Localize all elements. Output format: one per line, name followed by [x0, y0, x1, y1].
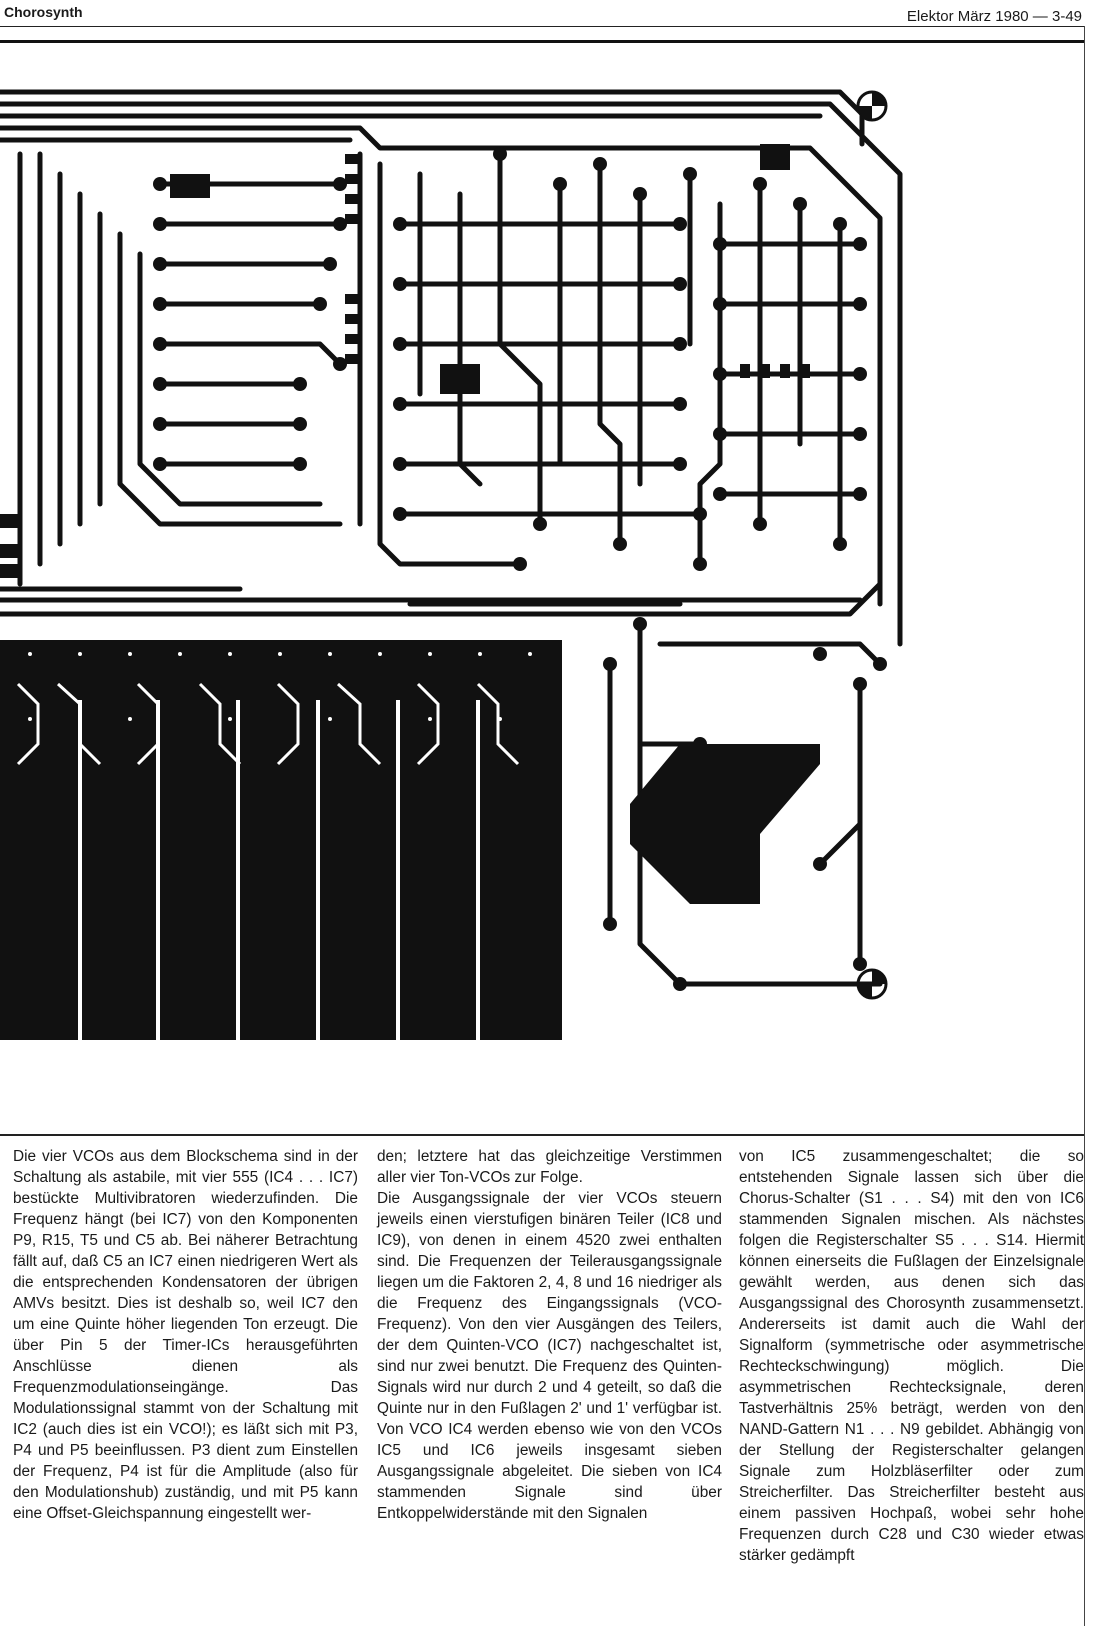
running-title: Chorosynth	[4, 4, 83, 20]
header-rule-thick	[0, 40, 1084, 43]
paragraph: von IC5 zusammengeschaltet; die so entstehenden Signale lassen sich über die Chorus-Schalter (S1 . . . S4) mit den von IC6 stammenden Signalen mischen. Als nächstes folgen die Registerschalter S5 . . . S14. Hiermit können einerseits die Fußlagen der Einzelsignale gewählt werden, aus denen sich das Ausgangssignal des Chorosynth zusammensetzt. Andererseits ist damit auch die Wahl der Signalform (symmetrische oder asymmetrische Rechteckschwingung) möglich. Die asymmetrischen Rechtecksignale, deren Tastverhältnis 25% beträgt, werden von den NAND-Gattern N1 . . . N9 gebildet. Abhängig von der Stellung der Registerschalter gelangen Signale zum Holzbläserfilter oder zum Streicherfilter. Das Streicherfilter besteht aus einem passiven Hochpaß, wobei sehr hohe Frequenzen durch C28 und C30 wieder etwas stärker gedämpft	[739, 1148, 1084, 1564]
paragraph: den; letztere hat das gleichzeitige Verstimmen aller vier Ton-VCOs zur Folge.	[377, 1148, 722, 1186]
page-header	[0, 0, 1100, 44]
alignment-mark-icon	[858, 92, 886, 120]
article-body	[13, 1146, 1088, 1631]
ground-plane	[630, 744, 820, 904]
text-column-3	[739, 1146, 1084, 1566]
figure-divider-rule	[0, 1134, 1084, 1136]
pcb-layout-figure	[0, 44, 1084, 1074]
text-column-1	[13, 1146, 358, 1524]
paragraph: Die vier VCOs aus dem Blockschema sind in der Schaltung als astabile, mit vier 555 (IC4 . . . IC7) bestückte Multivibratoren wiederzufinden. Die Frequenz hängt (bei IC7) von den Komponenten P9, R15, T5 und C5 ab. Bei näherer Betrachtung fällt auf, daß C5 an IC7 einen niedrigeren Wert als die entsprechenden Kondensatoren der übrigen AMVs besitzt. Dies ist deshalb so, weil IC7 den um eine Quinte höher liegenden Ton erzeugt. Die über Pin 5 der Timer-ICs herausgeführten Anschlüsse dienen als Frequenzmodulationseingänge. Das Modulationssignal stammt von der Schaltung mit IC2 (auch dies ist ein VCO!); es läßt sich mit P3, P4 und P5 beeinflussen. P3 dient zum Einstellen der Frequenz, P4 ist für die Amplitude (also für den Modulationshub) zuständig, und mit P5 kann eine Offset-Gleichspannung eingestellt wer-	[13, 1148, 358, 1522]
header-rule	[0, 26, 1084, 27]
text-column-2	[377, 1146, 722, 1524]
paragraph: Die Ausgangssignale der vier VCOs steuern jeweils einen vierstufigen binären Teiler (IC8 und IC9), von denen in einem 4520 zwei enthalten sind. Die Frequenzen der Teilerausgangssignale liegen um die Faktoren 2, 4, 8 und 16 niedriger als die Frequenz des Eingangssignals (VCO-Frequenz). Von den vier Ausgängen des Teilers, der dem Quinten-VCO (IC7) nachgeschaltet ist, sind nur zwei benutzt. Die Frequenz des Quinten-Signals wird nur durch 2 und 4 geteilt, so daß die Quinte nur in den Fußlagen 2' und 1' verfügbar ist. Von VCO IC4 werden ebenso wie von den VCOs IC5 und IC6 jeweils insgesamt sieben Ausgangssignale abgeleitet. Die sieben von IC4 stammenden Signale sind über Entkoppelwiderstände mit den Signalen	[377, 1190, 722, 1522]
alignment-mark-icon	[858, 970, 886, 998]
issue-and-page: Elektor März 1980 — 3-49	[906, 8, 1082, 25]
key-contact-fingers	[0, 640, 562, 1040]
